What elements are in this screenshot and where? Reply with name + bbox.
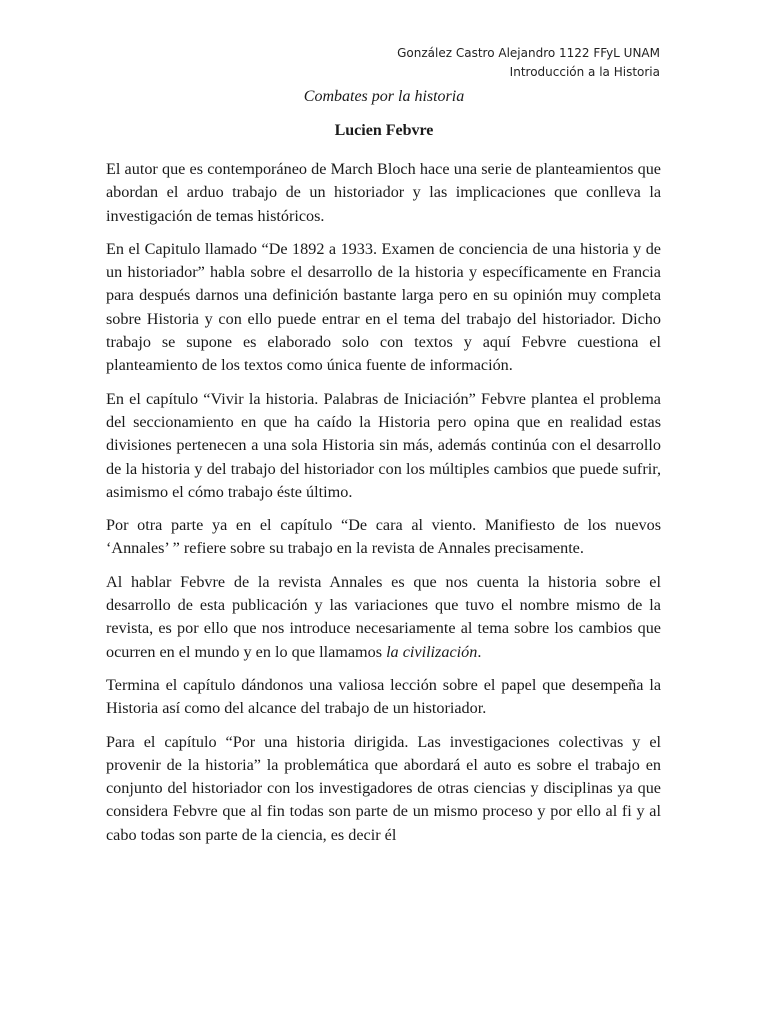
header-course-line: Introducción a la Historia: [509, 65, 660, 79]
paragraph-de-cara-al-viento: Por otra parte ya en el capítulo “De cara al viento. Manifiesto de los nuevos ‘Annales’ ” refiere sobre su trabajo en la revista de Annales precisamente.: [106, 516, 661, 558]
page-header: [397, 44, 660, 82]
annales-emphasis: la civilización: [386, 642, 478, 661]
header-author-line: González Castro Alejandro 1122 FFyL UNAM: [397, 46, 660, 60]
paragraph-vivir-la-historia: En el capítulo “Vivir la historia. Palabras de Iniciación” Febvre plantea el problema del seccionamiento en que ha caído la Historia pero opina que en realidad estas divisiones pertenecen a una sola Historia sin más, además continúa con el desarrollo de la historia y del trabajo del historiador con los múltiples cambios que puede sufrir, asimismo el cómo trabajo éste último.: [106, 389, 661, 501]
document-author: Lucien Febvre: [334, 122, 434, 139]
paragraph-chapter-1892-1933: En el Capitulo llamado “De 1892 a 1933. Examen de conciencia de una historia y de un historiador” habla sobre el desarrollo de la historia y específicamente en Francia para después darnos una definición bastante larga pero en su opinión muy completa sobre Historia y con ello puede entrar en el tema del trabajo del historiador. Dicho trabajo se supone es elaborado solo con textos y aquí Febvre cuestiona el planteamiento de los textos como única fuente de información.: [106, 239, 661, 375]
paragraph-historia-dirigida: Para el capítulo “Por una historia dirigida. Las investigaciones colectivas y el provenir de la historia” la problemática que abordará el auto es sobre el trabajo en conjunto del historiador con los investigadores de otras ciencias y disciplinas ya que considera Febvre que al fin todas son parte de un mismo proceso y por ello al fi y al cabo todas son parte de la ciencia, es decir él: [106, 732, 661, 844]
paragraph-intro: El autor que es contemporáneo de March Bloch hace una serie de planteamientos que abordan el arduo trabajo de un historiador y las implicaciones que conlleva la investigación de temas históricos.: [106, 160, 661, 225]
annales-end: .: [477, 642, 482, 661]
document-title: Combates por la historia: [303, 88, 465, 105]
paragraph-revista-annales: [106, 571, 661, 664]
document-body: [106, 158, 661, 857]
paragraph-leccion: Termina el capítulo dándonos una valiosa lección sobre el papel que desempeña la Historia así como del alcance del trabajo de un historiador.: [106, 675, 661, 718]
annales-text: Al hablar Febvre de la revista Annales es que nos cuenta la historia sobre el desarrollo de esta publicación y las variaciones que tuvo el nombre mismo de la revista, es por ello que nos introduce necesariamente al tema sobre los cambios que ocurren en el mundo y en lo que llamamos: [106, 572, 661, 661]
